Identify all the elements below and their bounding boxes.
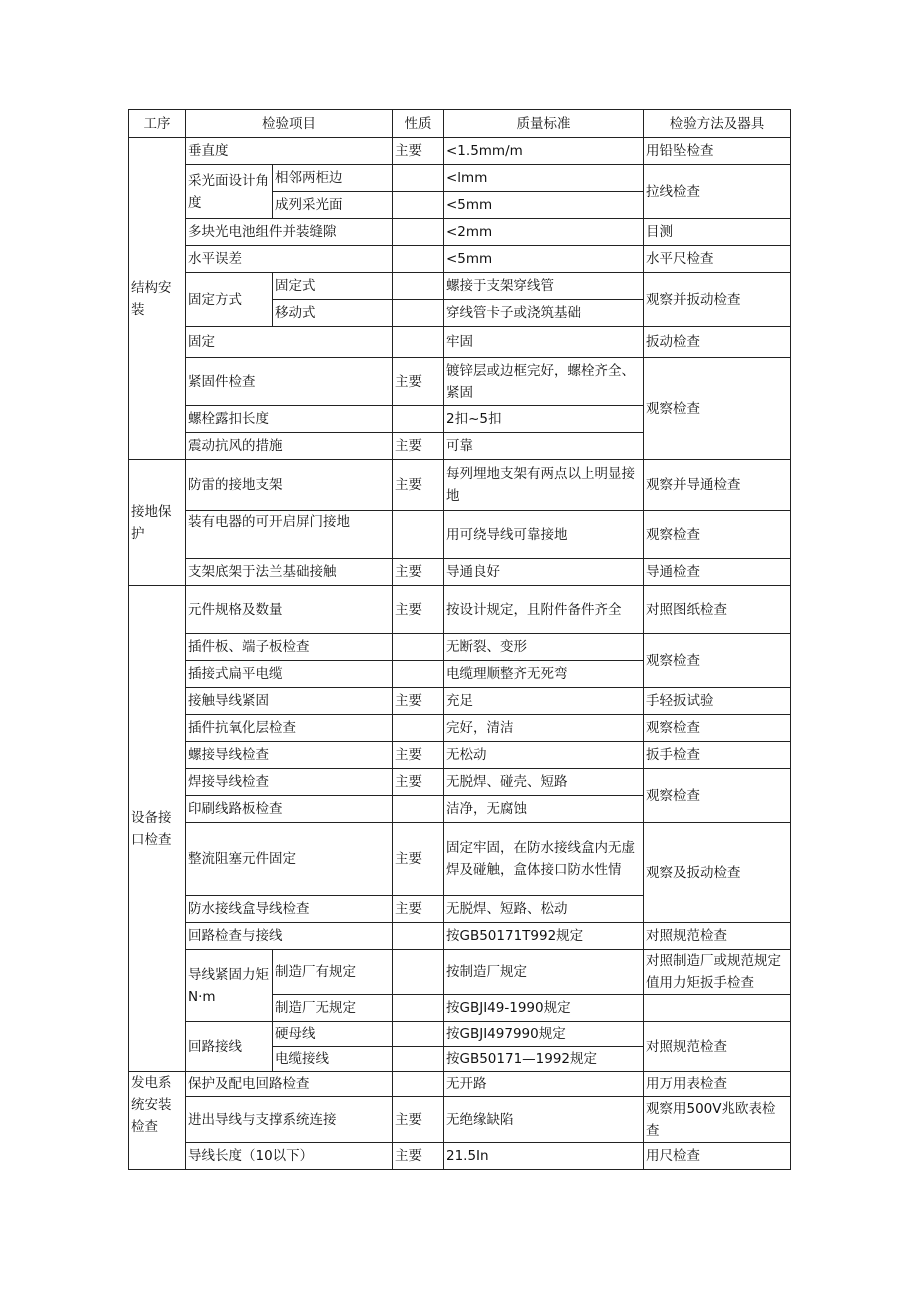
standard-cell: 21.5In [444,1143,644,1170]
table-row [129,742,791,769]
method-cell: 水平尺检查 [644,246,791,273]
nature-cell [393,796,444,823]
item-cell: 插件抗氧化层检查 [186,715,393,742]
standard-cell: 穿线管卡子或浇筑基础 [444,300,644,327]
method-cell: 观察检查 [644,769,791,823]
nature-cell: 主要 [393,688,444,715]
item-group-cell: 固定方式 [186,273,273,327]
standard-cell: 按GB50171—1992规定 [444,1047,644,1072]
nature-cell [393,511,444,559]
header-standard: 质量标准 [444,110,644,138]
standard-cell: 无绝缘缺陷 [444,1097,644,1143]
method-cell: 对照制造厂或规范规定值用力矩扳手检查 [644,950,791,995]
method-cell: 用尺检查 [644,1143,791,1170]
method-cell: 对照规范检查 [644,923,791,950]
item-cell: 装有电器的可开启屏门接地 [186,511,393,559]
nature-cell [393,995,444,1022]
table-row [129,165,791,192]
standard-cell: 2扣~5扣 [444,406,644,433]
method-cell: 观察检查 [644,358,791,460]
method-cell: 用铅坠检查 [644,138,791,165]
method-cell: 观察及扳动检查 [644,823,791,923]
item-cell: 垂直度 [186,138,393,165]
method-cell: 对照规范检查 [644,1022,791,1072]
standard-cell: <5mm [444,246,644,273]
item-cell: 整流阻塞元件固定 [186,823,393,896]
nature-cell [393,923,444,950]
header-item: 检验项目 [186,110,393,138]
item-cell: 螺接导线检查 [186,742,393,769]
item-cell: 多块光电池组件并装缝隙 [186,219,393,246]
process-cell: 设备接口检查 [129,586,186,1072]
item-cell: 保护及配电回路检查 [186,1072,393,1097]
header-row [129,110,791,138]
process-cell: 发电系统安装检查 [129,1072,186,1170]
item-group-cell: 回路接线 [186,1022,273,1072]
method-cell: 观察用500V兆欧表检查 [644,1097,791,1143]
method-cell: 观察检查 [644,715,791,742]
nature-cell [393,327,444,358]
standard-cell: 无松动 [444,742,644,769]
item-cell: 螺栓露扣长度 [186,406,393,433]
standard-cell: 按GBJI49-1990规定 [444,995,644,1022]
nature-cell [393,192,444,219]
table-row [129,688,791,715]
inspection-table [128,109,791,1170]
item-cell: 水平误差 [186,246,393,273]
standard-cell: <2mm [444,219,644,246]
nature-cell: 主要 [393,138,444,165]
table-row [129,1022,791,1047]
standard-cell: 充足 [444,688,644,715]
method-cell: 用万用表检查 [644,1072,791,1097]
table-row [129,1097,791,1143]
nature-cell [393,1022,444,1047]
nature-cell [393,300,444,327]
standard-cell: 按制造厂规定 [444,950,644,995]
item-cell: 固定 [186,327,393,358]
standard-cell: 可靠 [444,433,644,460]
standard-cell: <lmm [444,165,644,192]
nature-cell [393,165,444,192]
standard-cell: 无开路 [444,1072,644,1097]
method-cell: 手轻扳试验 [644,688,791,715]
process-cell: 结构安装 [129,138,186,460]
item-group-cell: 导线紧固力矩N·m [186,950,273,1022]
item-cell: 印刷线路板检查 [186,796,393,823]
table-row [129,511,791,559]
table-row [129,823,791,896]
table-row [129,950,791,995]
method-cell: 观察并导通检查 [644,460,791,511]
standard-cell: <1.5mm∕m [444,138,644,165]
nature-cell: 主要 [393,769,444,796]
nature-cell [393,246,444,273]
table-row [129,559,791,586]
standard-cell: 导通良好 [444,559,644,586]
table-row [129,923,791,950]
nature-cell [393,950,444,995]
header-nature: 性质 [393,110,444,138]
subitem-cell: 固定式 [273,273,393,300]
header-method: 检验方法及器具 [644,110,791,138]
item-cell: 元件规格及数量 [186,586,393,634]
nature-cell [393,661,444,688]
subitem-cell: 移动式 [273,300,393,327]
header-process: 工序 [129,110,186,138]
nature-cell [393,634,444,661]
nature-cell [393,715,444,742]
standard-cell: 无脱焊、短路、松动 [444,896,644,923]
subitem-cell: 制造厂有规定 [273,950,393,995]
standard-cell: 无脱焊、碰壳、短路 [444,769,644,796]
standard-cell: 洁净，无腐蚀 [444,796,644,823]
nature-cell [393,1072,444,1097]
standard-cell: 按设计规定，且附件备件齐全 [444,586,644,634]
standard-cell: 无断裂、变形 [444,634,644,661]
standard-cell: 按GBJI497990规定 [444,1022,644,1047]
nature-cell: 主要 [393,1097,444,1143]
item-cell: 支架底架于法兰基础接触 [186,559,393,586]
method-cell: 导通检查 [644,559,791,586]
standard-cell: 固定牢固，在防水接线盒内无虚焊及碰触，盒体接口防水性情 [444,823,644,896]
table-row [129,246,791,273]
standard-cell: 每列埋地支架有两点以上明显接地 [444,460,644,511]
subitem-cell: 电缆接线 [273,1047,393,1072]
nature-cell [393,273,444,300]
table-row [129,273,791,300]
subitem-cell: 硬母线 [273,1022,393,1047]
table-row [129,586,791,634]
nature-cell: 主要 [393,358,444,406]
nature-cell [393,406,444,433]
nature-cell: 主要 [393,742,444,769]
item-cell: 回路检查与接线 [186,923,393,950]
method-cell: 观察检查 [644,634,791,688]
table-row [129,219,791,246]
table-row [129,138,791,165]
table-row [129,327,791,358]
item-cell: 插接式扁平电缆 [186,661,393,688]
nature-cell: 主要 [393,1143,444,1170]
nature-cell: 主要 [393,586,444,634]
nature-cell: 主要 [393,433,444,460]
standard-cell: 牢固 [444,327,644,358]
standard-cell: 电缆理顺整齐无死弯 [444,661,644,688]
nature-cell [393,219,444,246]
standard-cell: <5mm [444,192,644,219]
item-cell: 防雷的接地支架 [186,460,393,511]
table-row [129,1072,791,1097]
item-cell: 接触导线紧固 [186,688,393,715]
table-row [129,715,791,742]
method-cell: 观察并扳动检查 [644,273,791,327]
nature-cell: 主要 [393,896,444,923]
nature-cell [393,1047,444,1072]
table-row [129,1143,791,1170]
standard-cell: 镀锌层或边框完好，螺栓齐全、紧固 [444,358,644,406]
subitem-cell: 制造厂无规定 [273,995,393,1022]
item-cell: 焊接导线检查 [186,769,393,796]
nature-cell: 主要 [393,559,444,586]
method-cell: 目测 [644,219,791,246]
standard-cell: 按GB50171T992规定 [444,923,644,950]
subitem-cell: 成列采光面 [273,192,393,219]
method-cell: 扳动检查 [644,327,791,358]
nature-cell: 主要 [393,460,444,511]
method-cell: 对照图纸检查 [644,586,791,634]
item-cell: 导线长度（10以下） [186,1143,393,1170]
table-row [129,358,791,406]
subitem-cell: 相邻两柜边 [273,165,393,192]
item-cell: 防水接线盒导线检查 [186,896,393,923]
method-cell: 拉线检查 [644,165,791,219]
item-cell: 震动抗风的措施 [186,433,393,460]
method-cell [644,995,791,1022]
method-cell: 观察检查 [644,511,791,559]
item-cell: 紧固件检查 [186,358,393,406]
table-row [129,634,791,661]
standard-cell: 用可绕导线可靠接地 [444,511,644,559]
table-row [129,460,791,511]
standard-cell: 完好，清洁 [444,715,644,742]
item-cell: 进出导线与支撑系统连接 [186,1097,393,1143]
item-cell: 插件板、端子板检查 [186,634,393,661]
table-row [129,769,791,796]
method-cell: 扳手检查 [644,742,791,769]
process-cell: 接地保护 [129,460,186,586]
nature-cell: 主要 [393,823,444,896]
item-group-cell: 采光面设计角度 [186,165,273,219]
standard-cell: 螺接于支架穿线管 [444,273,644,300]
